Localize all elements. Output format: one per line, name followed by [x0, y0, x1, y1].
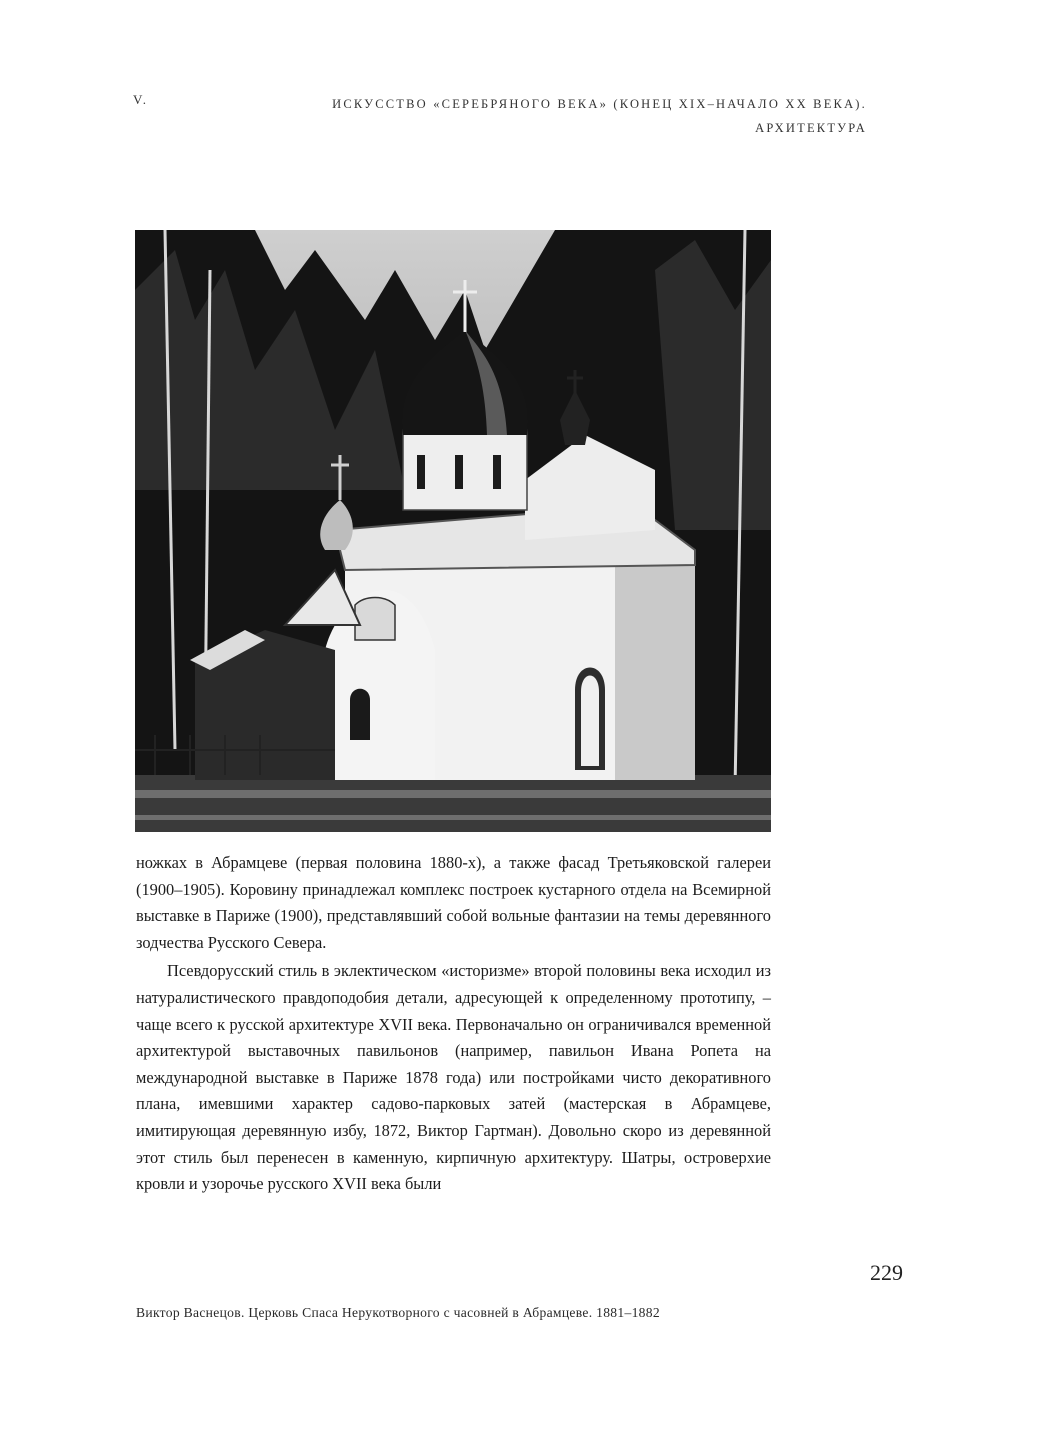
- body-text: [136, 850, 771, 1198]
- running-header: [262, 92, 867, 140]
- running-header-line1: ИСКУССТВО «СЕРЕБРЯНОГО ВЕКА» (КОНЕЦ XIX–НАЧАЛО XX ВЕКА).: [332, 97, 867, 111]
- paragraph: ножках в Абрамцеве (первая половина 1880-х), а также фасад Третьяковской галереи (1900–1905). Коровину принадлежал комплекс построек кустарного отдела на Всемирной выставке в Париже (1900), представлявший собой вольные фантазии на темы деревянного зодчества Русского Севера.: [136, 853, 771, 952]
- section-number: V.: [133, 92, 148, 107]
- figure-caption: Виктор Васнецов. Церковь Спаса Нерукотворного с часовней в Абрамцеве. 1881–1882: [136, 1305, 660, 1320]
- page-number: 229: [870, 1260, 903, 1285]
- church-photograph: [135, 230, 771, 832]
- church-illustration: [135, 230, 771, 832]
- running-header-line2: АРХИТЕКТУРА: [755, 121, 867, 135]
- paragraph: Псевдорусский стиль в эклектическом «историзме» второй половины века исходил из натуралистического правдоподобия детали, адресующей к определенному прототипу, – чаще всего к русской архитектуре XVII века. Первоначально он ограничивался временной архитектурой выставочных павильонов (например, павильон Ивана Ропета на международной выставке в Париже 1878 года) или постройками чисто декоративного плана, имевшими характер садово-парковых затей (мастерская в Абрамцеве, имитирующая деревянную избу, 1872, Виктор Гартман). Довольно скоро из деревянной этот стиль был перенесен в каменную, кирпичную архитектуру. Шатры, островерхие кровли и узорочье русского XVII века были: [136, 961, 771, 1194]
